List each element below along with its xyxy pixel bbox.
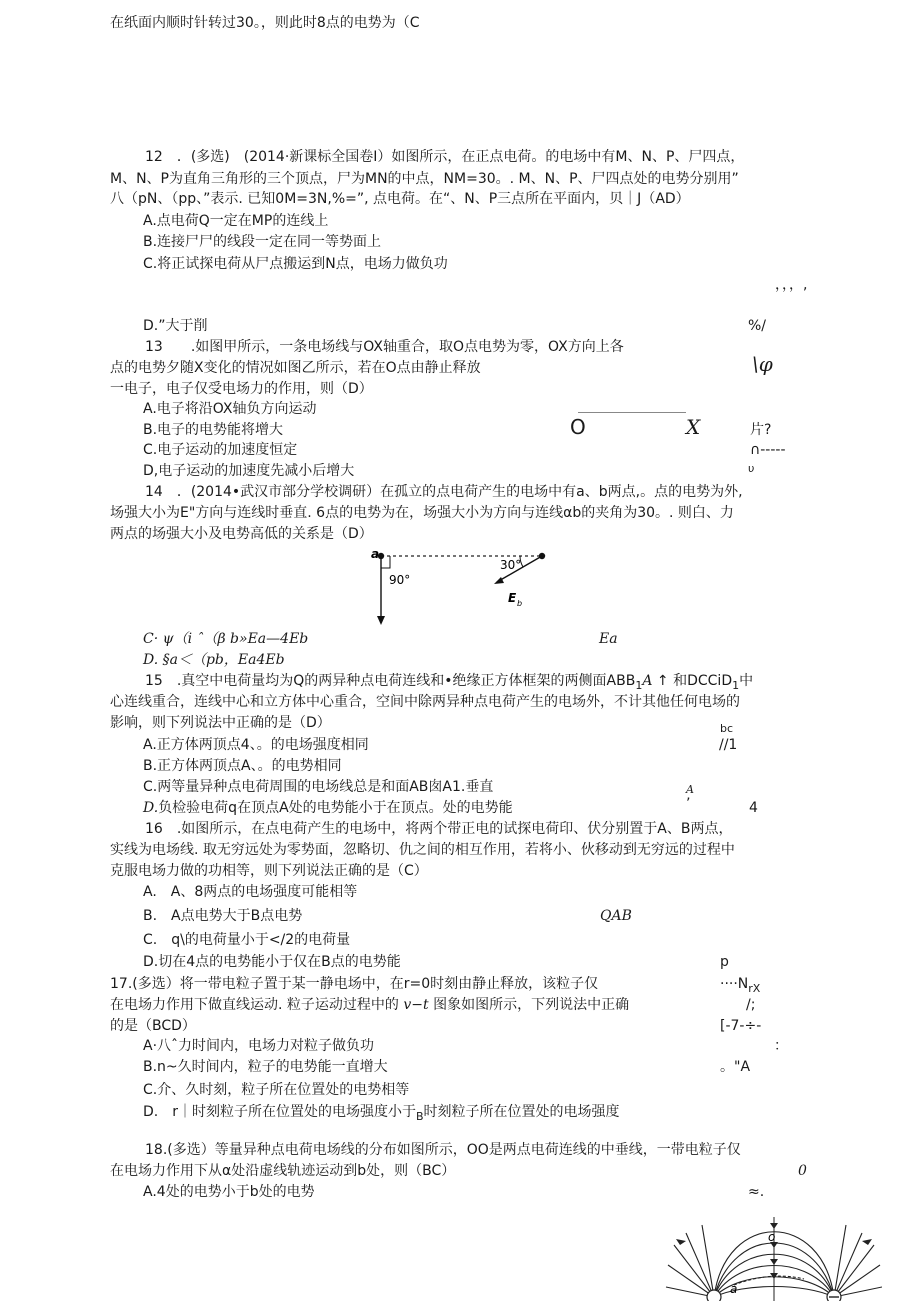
q16-figure-p: p — [720, 954, 729, 970]
q13-figure-text-1: 片? — [750, 422, 772, 438]
q18-option-a: A.4处的电势小于b处的电势 — [143, 1184, 315, 1200]
field-line — [702, 1225, 714, 1297]
q17-option-d — [143, 1103, 620, 1126]
q18-label-o: o — [768, 1230, 776, 1244]
q15-figure-4: 4 — [749, 800, 758, 816]
q13-origin-label: O — [570, 415, 586, 439]
q14-label-90: 90° — [389, 573, 411, 587]
q15-option-b: B.正方体两顶点A、。的电势相同 — [143, 758, 342, 774]
q15-option-d — [143, 799, 513, 817]
q18-figure-o-top: 0 — [798, 1163, 807, 1179]
q14-option-c: C· ψ（i ˆ（β b»Ea—4Eb — [143, 631, 309, 647]
q17-figure-text-1 — [720, 975, 760, 998]
q13-line-2: 点的电势夕随X变化的情况如图乙所示，若在O点由静止释放 — [110, 360, 481, 376]
q14-option-c-right: Ea — [599, 631, 618, 647]
q15-line-2: 心连线重合，连线中心和立方体中心重合，空间中除两异种点电荷产生的电场外，不计其他任何电场的 — [110, 694, 740, 710]
q17-line-3: 的是（BCD） — [110, 1018, 196, 1034]
q18-figure-mark: ≈. — [748, 1184, 765, 1200]
q15-line-1-text: 15 .真空中电荷量均为Q的两异种点电荷连线和•绝缘正方体框架的两侧面ABB — [145, 673, 636, 689]
q15-option-d-text: 负检验电荷q在顶点A处的电势能小于在顶点。处的电势能 — [158, 800, 513, 816]
field-line — [834, 1245, 874, 1297]
q12-figure-mark-2: %/ — [748, 318, 767, 334]
q17-option-d-end: 时刻粒子所在位置处的电场强度 — [423, 1104, 620, 1120]
q15-line-1-sub: 1 — [635, 678, 643, 692]
field-line — [674, 1245, 714, 1297]
q16-option-d: D.切在4点的电势能小于仅在B点的电势能 — [143, 954, 401, 970]
top-line: 在纸面内顺时针转过30。，则此时8点的电势为（C — [110, 15, 420, 31]
q16-line-3: 克服电场力做的功相等，则下列说法正确的是（C） — [110, 863, 428, 879]
q15-line-1-d: 中 — [739, 673, 754, 689]
q13-option-d: D,电子运动的加速度先减小后增大 — [143, 463, 355, 479]
q12-option-a: A.点电荷Q一定在MP的连线上 — [143, 213, 329, 229]
q13-option-c: C.电子运动的加速度恒定 — [143, 442, 298, 458]
arrowhead — [770, 1273, 778, 1279]
q17-option-b: B.n~久时间内，粒子的电势能一直增大 — [143, 1059, 388, 1075]
field-line — [834, 1225, 846, 1297]
arrowhead — [770, 1223, 778, 1229]
q12-line-3: 八（pN、（pp、”表示. 已知0M=3N,%=”, 点电荷。在“、N、P三点所在平面内，贝｜J（AD） — [110, 191, 690, 207]
q13-line-3: 一电子，电子仅受电场力的作用，则（D） — [110, 381, 373, 397]
q13-x-label: X — [686, 415, 701, 439]
q13-option-b: B.电子的电势能将增大 — [143, 422, 284, 438]
q18-label-a: a — [730, 1282, 738, 1296]
q17-option-a: A·八ˆ力时间内，电场力对粒子做负功 — [143, 1038, 375, 1054]
q17-line-2 — [110, 996, 629, 1014]
q15-line-1-c: 和DCCiD — [673, 673, 733, 689]
q12-option-d: D.”大于削 — [143, 318, 208, 334]
q14-label-30: 30° — [500, 558, 522, 572]
q17-line-2-a: 在电场力作用下做直线运动. 粒子运动过程中的 — [110, 997, 399, 1013]
q12-option-b: B.连接尸尸的线段一定在同一等势面上 — [143, 234, 382, 250]
q15-option-c: C.两等量异种点电荷周围的电场线总是和面AB囱A1.垂直 — [143, 779, 494, 795]
q17-figure-text-1-main: ····N — [720, 976, 749, 992]
arrowhead — [770, 1259, 778, 1265]
q14-line-3: 两点的场强大小及电势高低的关系是（D） — [110, 526, 373, 542]
q17-figure-text-2: /; — [746, 997, 756, 1013]
q17-option-c: C.介、久时刻，粒子所在位置处的电势相等 — [143, 1082, 410, 1098]
q14-label-eb: E — [508, 591, 517, 605]
q17-figure-text-1-sub: rX — [748, 981, 761, 995]
q14-option-d: D. §a＜（pb，Ea4Eb — [143, 652, 285, 668]
q13-axis-line — [578, 412, 686, 413]
q12-line-1: 12 ．(多选) (2014·新课标全国卷Ⅰ）如图所示，在正点电荷。的电场中有M、N、P、尸四点， — [145, 149, 745, 165]
q18-field-line-figure — [664, 1215, 882, 1301]
q18-negative-charge — [827, 1290, 841, 1301]
q15-line-1-sub-2: 1 — [732, 678, 740, 692]
q14-line-2: 场强大小为E"方向与连线时垂直. 6点的电势为在，场强大小为方向与连线αb的夹角为30。. 则白、力 — [110, 505, 734, 521]
q17-line-2-vt: v−t — [403, 997, 429, 1013]
q14-label-a: a — [371, 547, 380, 561]
q15-line-1 — [145, 672, 753, 695]
arrowhead — [862, 1239, 872, 1245]
q15-line-3: 影响，则下列说法中正确的是（D） — [110, 715, 331, 731]
q16-option-c: C. q\的电荷量小于</2的电荷量 — [143, 932, 351, 948]
q17-option-d-sub: B — [416, 1109, 424, 1123]
q13-line-1: 13 .如图甲所示，一条电场线与OX轴重合，取O点电势为零，OX方向上各 — [145, 339, 624, 355]
q17-line-2-b: 图象如图所示，下列说法中正确 — [433, 997, 630, 1013]
q12-figure-mark: ，，，, — [775, 277, 808, 293]
q12-line-2: M、N、P为直角三角形的三个顶点，尸为MN的中点，NM=30。. M、N、P、尸四点处的电势分别用” — [110, 171, 739, 187]
q16-line-1: 16 .如图所示，在点电荷产生的电场中，将两个带正电的试探电荷印、伏分别置于A、B两点， — [145, 821, 733, 837]
q13-figure-text-3: υ — [748, 462, 755, 475]
q15-figure-q: ’ — [686, 796, 691, 812]
q17-figure-text-5: 。"A — [720, 1059, 751, 1075]
q15-figure-a: A — [686, 783, 694, 796]
q17-line-1: 17.(多选）将一带电粒子置于某一静电场中，在r=0时刻由静止释放，该粒子仅 — [110, 976, 599, 992]
q16-line-2: 实线为电场线. 取无穷远处为零势面，忽略切、仇之间的相互作用，若将小、伙移动到无穷远的过程中 — [110, 842, 735, 858]
q14-label-eb-sub: b — [517, 599, 523, 608]
q17-figure-text-3: [-7-÷- — [720, 1018, 762, 1034]
q13-figure-text-2: ∩----- — [750, 442, 786, 458]
q15-option-a: A.正方体两顶点4、。的电场强度相同 — [143, 737, 369, 753]
q17-option-d-text: D. r｜时刻粒子所在位置处的电场强度小于 — [143, 1104, 416, 1120]
q18-line-2: 在电场力作用下从α处沿虚线轨迹运动到b处，则（BC） — [110, 1163, 456, 1179]
q16-option-a: A. A、8两点的电场强度可能相等 — [143, 884, 358, 900]
q15-line-1-mark: ↑ — [652, 673, 674, 689]
q14-line-1: 14 ．(2014•武汉市部分学校调研）在孤立的点电荷产生的电场中有a、b两点,。点的电势为外, — [145, 484, 743, 500]
q16-figure-qab: QAB — [600, 908, 632, 924]
q16-option-b: B. A点电势大于B点电势 — [143, 908, 303, 924]
q14-ea-arrowhead — [377, 616, 385, 625]
q17-figure-text-4: ： — [774, 1038, 788, 1054]
q15-line-1-a: A — [642, 673, 653, 689]
arrowhead — [676, 1239, 686, 1245]
q15-figure-bc: bc — [720, 722, 734, 735]
q13-phi-label: \φ — [752, 352, 773, 376]
q18-positive-charge — [707, 1290, 721, 1301]
q13-option-a: A.电子将沿OX轴负方向运动 — [143, 401, 317, 417]
q12-option-c: C.将正试探电荷从尸点搬运到N点，电场力做负功 — [143, 256, 448, 272]
q14-field-figure — [370, 546, 560, 630]
q15-option-d-prefix: D. — [143, 800, 159, 816]
q18-line-1: 18.(多选）等量异种点电荷电场线的分布如图所示，OO是两点电荷连线的中垂线，一带电粒子仅 — [145, 1142, 741, 1158]
q15-figure-11: //1 — [719, 737, 738, 753]
